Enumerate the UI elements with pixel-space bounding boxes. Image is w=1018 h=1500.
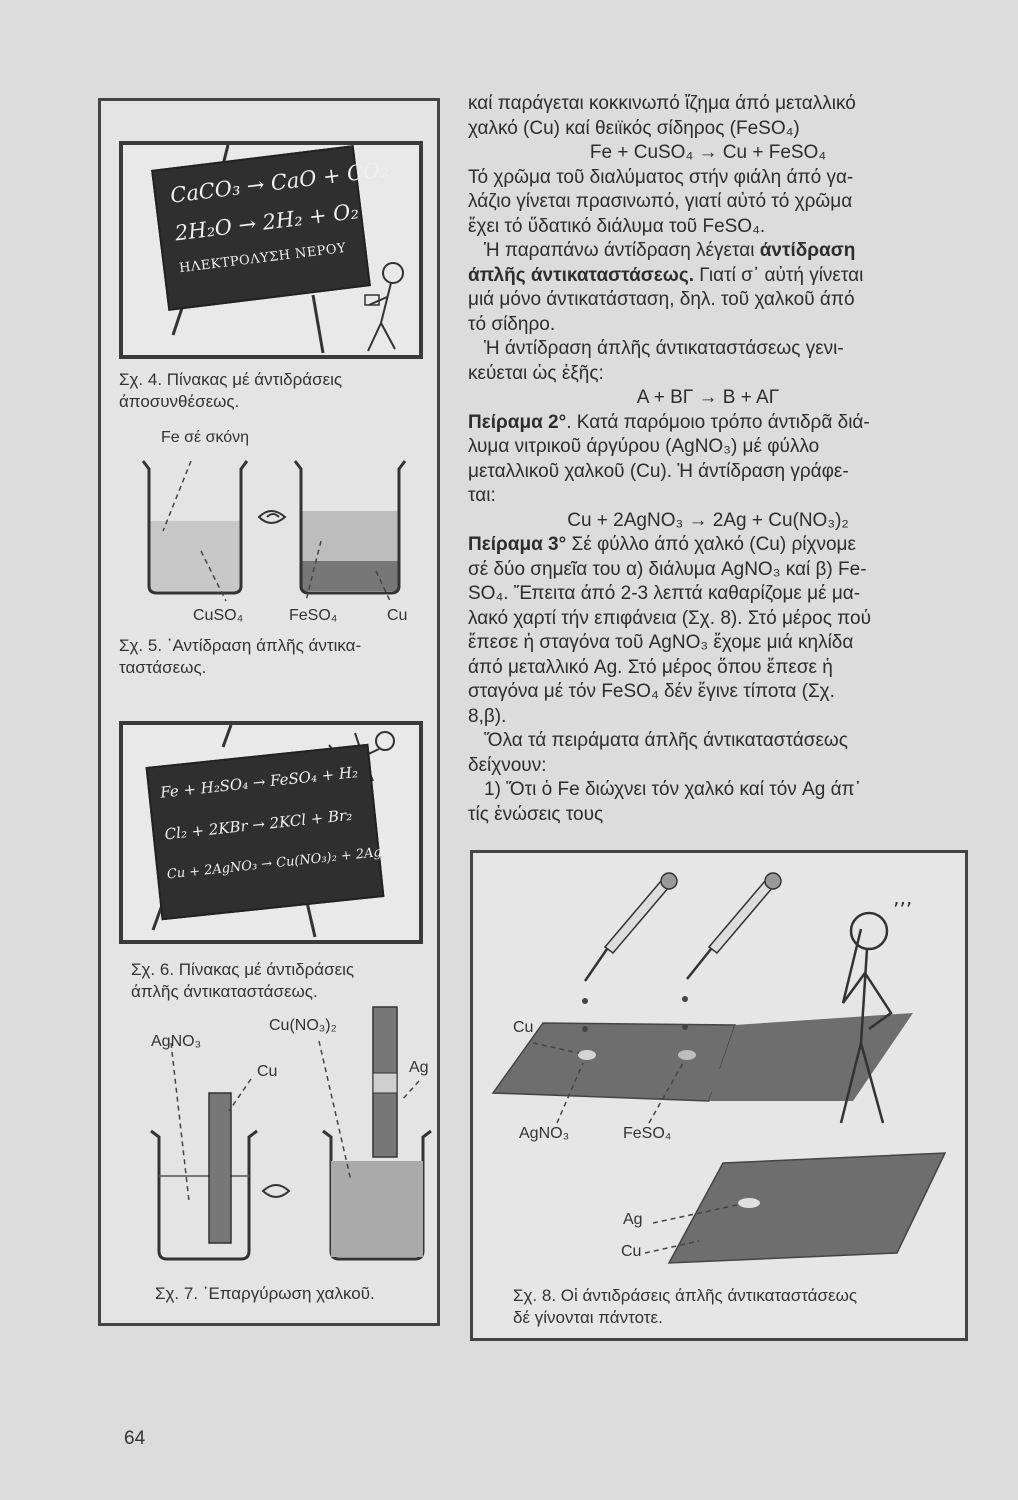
text-line: καί παράγεται κοκκινωπό ἴζημα άπό μεταλλικό bbox=[468, 93, 856, 114]
confused-marks: ’’’ bbox=[893, 898, 913, 922]
text-line: Τό χρῶμα τοῦ διαλύματος στήν φιάλη άπό γα- bbox=[468, 166, 854, 188]
cu-top-label: Cu bbox=[513, 1019, 534, 1036]
fig8-frame bbox=[470, 850, 968, 1341]
dropper-right bbox=[687, 949, 711, 979]
text-line: λυμα νιτρικοῦ άργύρου (AgNO₃) μέ φύλλο bbox=[468, 436, 820, 457]
cu-bottom-label: Cu bbox=[621, 1243, 642, 1260]
feso4-label: FeSO₄ bbox=[623, 1125, 672, 1142]
main-text bbox=[468, 92, 948, 827]
fig4-chalkboard bbox=[151, 145, 390, 311]
term-bold: άντίδραση bbox=[759, 240, 856, 261]
text-line: ται: bbox=[468, 485, 496, 506]
text-line: Ὅλα τά πειράματα άπλῆς άντικαταστάσεως bbox=[484, 730, 848, 751]
fig5-drawing bbox=[101, 421, 437, 631]
text-span: Γιατί σ᾿ αὐτή γίνεται bbox=[694, 264, 864, 286]
dropper-left bbox=[585, 949, 607, 981]
stick-figure-head bbox=[383, 263, 403, 283]
text-line: σταγόνα μέ τόν FeSO₄ δέν ἔγινε τίποτα (Σχ. bbox=[468, 681, 835, 702]
text-line: Ἡ άντίδραση άπλῆς άντικαταστάσεως γενι- bbox=[484, 338, 844, 359]
text-line: χαλκό (Cu) καί θειϊκός σίδηρος (FeSO₄) bbox=[468, 117, 800, 139]
ag-label: Ag bbox=[409, 1059, 429, 1076]
text-line: άπό μεταλλικό Ag. Στό μέρος ὅπου ἔπεσε ἡ bbox=[468, 656, 833, 678]
caption-line: άποσυνθέσεως. bbox=[119, 392, 240, 411]
text-line bbox=[468, 264, 948, 289]
fig4-caption bbox=[119, 369, 419, 413]
text-line bbox=[468, 533, 948, 558]
cuso4-label: CuSO₄ bbox=[193, 607, 244, 624]
experiment-heading: Πείραμα 3° bbox=[468, 534, 567, 555]
board-line: Cl₂ + 2KBr → 2KCl + Br₂ bbox=[163, 805, 353, 844]
caption-line: δέ γίνονται πάντοτε. bbox=[513, 1308, 663, 1327]
fig6-caption bbox=[131, 959, 431, 1003]
cuno32-label: Cu(NO₃)₂ bbox=[269, 1017, 337, 1034]
text-line: τό σίδηρο. bbox=[468, 313, 556, 335]
text-line: λακό χαρτί τήν επιφάνεια (Σχ. 8). Στό μέρος πού bbox=[468, 607, 871, 629]
caption-line: Σχ. 5. ᾿Αντίδραση άπλῆς άντικα- bbox=[119, 636, 362, 655]
text-line: λάζιο γίνεται πρασινωπό, γιατί αὐτό τό χρῶμα bbox=[468, 191, 853, 212]
feso4-label: FeSO₄ bbox=[289, 607, 338, 624]
text-span: Ἡ παραπάνω άντίδραση λέγεται bbox=[484, 240, 760, 261]
text-line: 1) Ὅτι ὁ Fe διώχνει τόν χαλκό καί τόν Ag άπ᾿ bbox=[484, 779, 861, 800]
caption-line: Σχ. 6. Πίνακας μέ άντιδράσεις bbox=[131, 960, 355, 979]
text-line: μιά μόνο άντικατάσταση, δηλ. τοῦ χαλκοῦ άπό bbox=[468, 289, 855, 310]
fig4-frame bbox=[119, 141, 423, 359]
text-span: Σέ φύλλο άπό χαλκό (Cu) ρίχνομε bbox=[566, 534, 856, 555]
term-bold: άπλῆς άντικαταστάσεως. bbox=[468, 264, 694, 286]
agno3-drop bbox=[578, 1050, 596, 1060]
fig6-frame bbox=[119, 721, 423, 944]
text-line: κεύεται ὡς ἑξῆς: bbox=[468, 362, 604, 384]
equation: Cu + 2AgNO₃ → 2Ag + Cu(NO₃)₂ bbox=[567, 509, 849, 531]
text-line: ἔχει τό ὕδατικό διάλυμα τοῦ FeSO₄. bbox=[468, 215, 766, 237]
board-line: 2H₂O → 2H₂ + O₂ bbox=[173, 199, 361, 246]
text-line: 8,β). bbox=[468, 705, 507, 727]
silver-spot bbox=[738, 1198, 760, 1208]
text-line: ἔπεσε ἡ σταγόνα τοῦ AgNO₃ ἔχομε μιά κηλίδα bbox=[468, 632, 854, 653]
board-line: ΗΛΕΚΤΡΟΛΥΣΗ ΝΕΡΟΥ bbox=[178, 240, 348, 277]
board-line: Fe + H₂SO₄ → FeSO₄ + H₂ bbox=[159, 763, 359, 802]
figure-sidebar bbox=[98, 98, 440, 1326]
copper-sheets-drawing bbox=[473, 853, 965, 1338]
agno3-label: AgNO₃ bbox=[151, 1033, 202, 1050]
feso4-drop bbox=[678, 1050, 696, 1060]
text-line: μεταλλικοῦ χαλκοῦ (Cu). Ἡ άντίδραση γράφε- bbox=[468, 460, 849, 482]
board-line: Cu + 2AgNO₃ → Cu(NO₃)₂ + 2Ag bbox=[166, 844, 383, 883]
cu-label: Cu bbox=[387, 607, 408, 624]
fe-powder-label: Fe σέ σκόνη bbox=[161, 429, 250, 446]
caption-line: ταστάσεως. bbox=[119, 658, 207, 677]
arrow-icon bbox=[263, 1185, 289, 1197]
text-line bbox=[468, 411, 948, 436]
equation: Fe + CuSO₄ → Cu + FeSO₄ bbox=[589, 142, 827, 163]
stick-figure-head bbox=[376, 732, 394, 750]
caption-line: Σχ. 4. Πίνακας μέ άντιδράσεις bbox=[119, 370, 343, 389]
text-line: SO₄. Ἔπειτα άπό 2-3 λεπτά καθαρίζομε μέ μα- bbox=[468, 583, 861, 604]
experiment-heading: Πείραμα 2° bbox=[468, 411, 567, 433]
fig8-caption bbox=[513, 1285, 953, 1329]
text-span: . Κατά παρόμοιο τρόπο άντιδρᾶ διά- bbox=[566, 411, 870, 433]
agno3-label: AgNO₃ bbox=[519, 1125, 570, 1142]
equation: Α + ΒΓ → Β + ΑΓ bbox=[636, 387, 780, 408]
arrow-icon bbox=[259, 511, 285, 523]
text-line: δείχνουν: bbox=[468, 754, 547, 776]
ag-label: Ag bbox=[623, 1211, 643, 1228]
fig5-caption bbox=[119, 635, 419, 679]
beakers-drawing bbox=[101, 421, 437, 631]
fig7-drawing bbox=[101, 1001, 437, 1261]
fig7-caption: Σχ. 7. ᾿Επαργύρωση χαλκοῦ. bbox=[155, 1284, 375, 1303]
text-line: σέ δύο σημεῖα του α) διάλυμα AgNO₃ καί β) Fe- bbox=[468, 558, 867, 580]
page-number: 64 bbox=[124, 1428, 146, 1449]
caption-line: Σχ. 8. Οἱ άντιδράσεις άπλῆς άντικαταστάσεως bbox=[513, 1286, 858, 1305]
fig6-chalkboard bbox=[146, 744, 385, 921]
board-line: CaCO₃ → CaO + CO₂ bbox=[168, 157, 390, 208]
text-line bbox=[468, 239, 948, 264]
text-line: τίς ἑνώσεις τους bbox=[468, 803, 604, 825]
cu-label: Cu bbox=[257, 1063, 278, 1080]
caption-line: άπλῆς άντικαταστάσεως. bbox=[131, 982, 318, 1001]
